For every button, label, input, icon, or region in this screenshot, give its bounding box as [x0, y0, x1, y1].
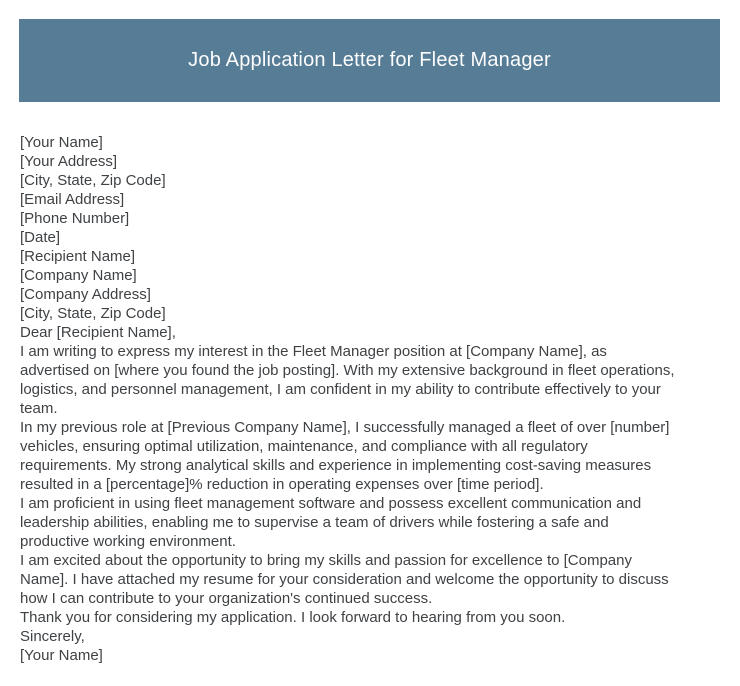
letter-line: Dear [Recipient Name], — [20, 324, 176, 341]
letter-line: [Company Address] — [20, 286, 151, 303]
letter-line: [Your Address] — [20, 153, 118, 170]
letter-line: [Company Name] — [20, 267, 137, 284]
letter-line: I am writing to express my interest in the Fleet Manager position at [Company Name], as — [20, 343, 607, 360]
letter-line: I am proficient in using fleet management software and possess excellent communication and — [20, 495, 642, 512]
letter-line: Name]. I have attached my resume for your consideration and welcome the opportunity to discuss — [20, 571, 669, 588]
letter-line: logistics, and personnel management, I am confident in my ability to contribute effectively to your — [20, 381, 661, 398]
letter-line: leadership abilities, enabling me to supervise a team of drivers while fostering a safe and — [20, 514, 609, 531]
letter-line: vehicles, ensuring optimal utilization, maintenance, and compliance with all regulatory — [20, 438, 588, 455]
letter-line: [Recipient Name] — [20, 248, 136, 265]
page-title: Job Application Letter for Fleet Manager — [188, 49, 551, 71]
letter-line: how I can contribute to your organization's continued success. — [20, 590, 433, 607]
letter-line: [Your Name] — [20, 134, 103, 151]
letter-line: Sincerely, — [20, 628, 85, 645]
letter-line: advertised on [where you found the job posting]. With my extensive background in fleet operations, — [20, 362, 675, 379]
letter-line: [Email Address] — [20, 191, 125, 208]
letter-line: [Your Name] — [20, 647, 103, 664]
letter-line: team. — [20, 400, 58, 417]
letter-line: [Phone Number] — [20, 210, 130, 227]
letter-line: resulted in a [percentage]% reduction in operating expenses over [time period]. — [20, 476, 544, 493]
letter-line: I am excited about the opportunity to bring my skills and passion for excellence to [Company — [20, 552, 632, 569]
letter-line: In my previous role at [Previous Company Name], I successfully managed a fleet of over [number] — [20, 419, 670, 436]
letter-body — [20, 133, 722, 665]
letter-line: [City, State, Zip Code] — [20, 172, 166, 189]
letter-line: [City, State, Zip Code] — [20, 305, 166, 322]
letter-line: Thank you for considering my application. I look forward to hearing from you soon. — [20, 609, 566, 626]
title-banner — [19, 19, 720, 102]
letter-line: [Date] — [20, 229, 61, 246]
letter-line: productive working environment. — [20, 533, 236, 550]
letter-line: requirements. My strong analytical skills and experience in implementing cost-saving measures — [20, 457, 652, 474]
